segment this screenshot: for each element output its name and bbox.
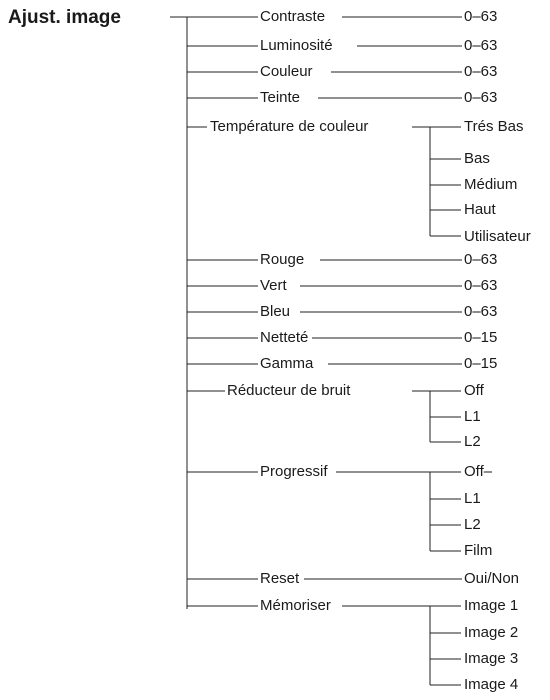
item-value-couleur: 0–63	[464, 63, 498, 80]
temperature-option-tres-bas: Trés Bas	[464, 118, 524, 135]
item-label-reset: Reset	[260, 570, 300, 587]
item-label-teinte: Teinte	[260, 89, 301, 106]
item-label-gamma: Gamma	[260, 355, 314, 372]
memoriser-option-image-2: Image 2	[464, 624, 519, 641]
item-value-vert: 0–63	[464, 277, 498, 294]
progressif-option-film: Film	[464, 542, 493, 559]
item-value-bleu: 0–63	[464, 303, 498, 320]
temperature-option-haut: Haut	[464, 201, 496, 218]
item-label-reducteur-bruit: Réducteur de bruit	[227, 382, 351, 399]
item-label-temperature-couleur: Température de couleur	[210, 118, 369, 135]
memoriser-option-image-1: Image 1	[464, 597, 519, 614]
temperature-option-bas: Bas	[464, 150, 490, 167]
memoriser-option-image-3: Image 3	[464, 650, 519, 667]
item-value-nettete: 0–15	[464, 329, 498, 346]
item-value-reset: Oui/Non	[464, 570, 520, 587]
memoriser-option-image-4: Image 4	[464, 676, 519, 693]
item-label-nettete: Netteté	[260, 329, 309, 346]
item-value-gamma: 0–15	[464, 355, 498, 372]
progressif-option-l2: L2	[464, 516, 481, 533]
item-label-vert: Vert	[260, 277, 287, 294]
item-label-progressif: Progressif	[260, 463, 328, 480]
item-label-luminosite: Luminosité	[260, 37, 333, 54]
item-value-contraste: 0–63	[464, 8, 498, 25]
item-value-luminosite: 0–63	[464, 37, 498, 54]
reducteur-option-l2: L2	[464, 433, 481, 450]
item-label-rouge: Rouge	[260, 251, 305, 268]
item-value-rouge: 0–63	[464, 251, 498, 268]
item-value-teinte: 0–63	[464, 89, 498, 106]
temperature-option-utilisateur: Utilisateur	[464, 228, 531, 245]
progressif-option-l1: L1	[464, 490, 481, 507]
reducteur-option-l1: L1	[464, 408, 481, 425]
item-label-contraste: Contraste	[260, 8, 326, 25]
temperature-option-medium: Médium	[464, 176, 518, 193]
reducteur-option-off: Off	[464, 382, 484, 399]
item-label-bleu: Bleu	[260, 303, 291, 320]
item-label-couleur: Couleur	[260, 63, 313, 80]
item-label-memoriser: Mémoriser	[260, 597, 331, 614]
progressif-option-off: Off–	[464, 463, 493, 480]
root-label: Ajust. image	[8, 7, 121, 28]
